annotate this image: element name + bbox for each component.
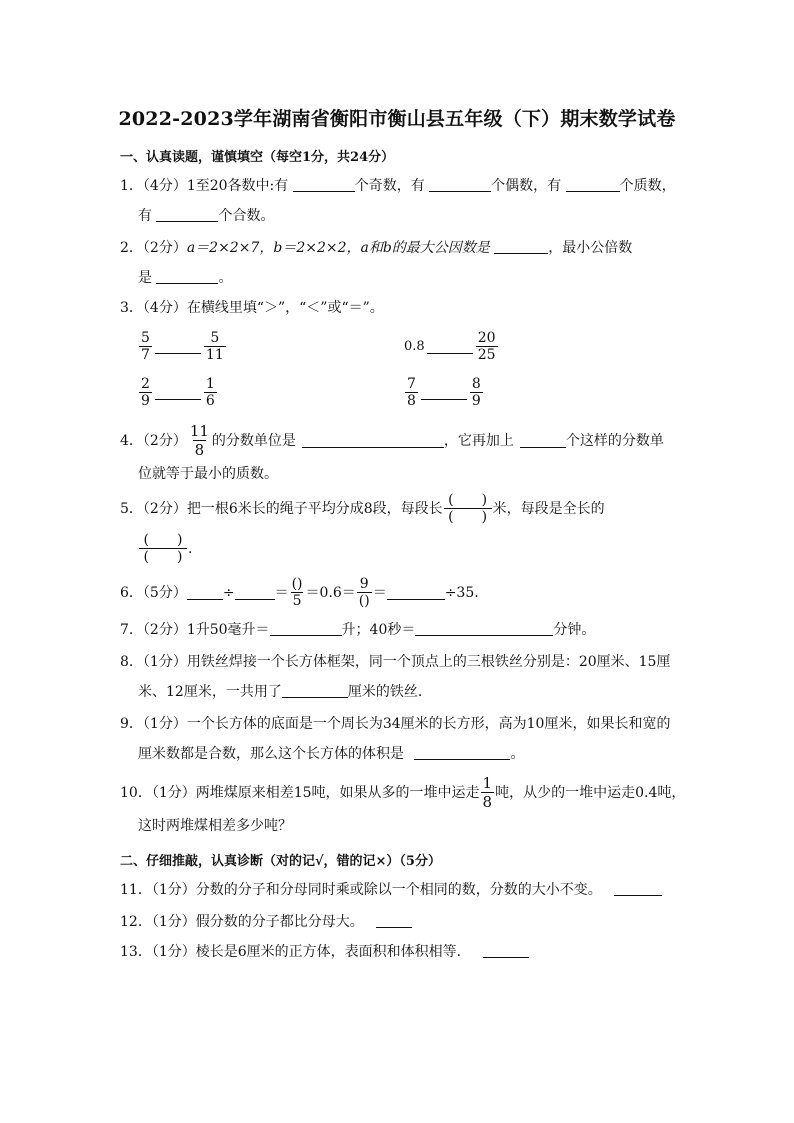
compare-item-3 (138, 376, 218, 409)
fraction: $\frac{5}{7}$ (141, 330, 150, 363)
fraction: $\frac{2}{9}$ (141, 376, 150, 409)
answer-blank[interactable] (235, 585, 275, 600)
question-3-text: 3．（4分）在横线里填“＞”，“＜”或“＝”。 (120, 300, 384, 316)
question-7: 7．（2分）1升50毫升＝ 升；40秒＝ 分钟。 (120, 622, 596, 638)
section-2-heading: 二、仔细推敲，认真诊断（对的记√，错的记×）（5分） (120, 854, 441, 869)
question-4-line-1: 4．（2分） $\frac{11}{8}$ 的分数单位是 ，它再加上 个这样的分数单 (120, 422, 664, 459)
question-1-line-1: 1．（4分）1至20各数中:有 个奇数，有 个偶数，有 个质数， (120, 178, 676, 194)
answer-blank[interactable] (429, 177, 491, 192)
question-5-line-2: $\frac{( )}{( )}$ . (138, 532, 192, 565)
answer-blank[interactable] (483, 943, 529, 958)
fraction-blank[interactable]: $\frac{9}{()}$ (358, 576, 370, 609)
answer-blank[interactable] (494, 239, 548, 254)
question-9-line-1: 9．（1分）一个长方体的底面是一个周长为34厘米的长方形，高为10厘米，如果长和宽的 (120, 716, 671, 732)
question-4-line-2: 位就等于最小的质数。 (138, 466, 278, 482)
answer-blank[interactable] (156, 207, 218, 222)
fraction: $\frac{8}{9}$ (471, 376, 481, 409)
section-1-heading: 一、认真读题，谨慎填空（每空1分，共24分） (120, 150, 395, 165)
answer-blank[interactable] (427, 339, 473, 354)
question-9-line-2: 厘米数都是合数，那么这个长方体的体积是 。 (138, 746, 525, 762)
fraction-blank[interactable]: $\frac{()}{5}$ (291, 576, 303, 609)
answer-blank[interactable] (421, 385, 467, 400)
compare-item-2: 0.8 $\frac{20}{25}$ (404, 330, 496, 363)
question-8-line-2: 米、12厘米，一共用了 厘米的铁丝． (138, 684, 432, 700)
question-1-line-2: 有 个合数。 (138, 208, 275, 224)
answer-blank[interactable] (414, 745, 510, 760)
answer-blank[interactable] (566, 177, 620, 192)
answer-blank[interactable] (293, 177, 355, 192)
fraction: $\frac{5}{11}$ (205, 330, 224, 363)
question-6: 6．（5分） ÷ ＝ $\frac{()}{5}$ ＝0.6＝ $\frac{9}{()}$ ＝ ÷35. (120, 576, 479, 609)
fraction: $\frac{20}{25}$ (477, 330, 496, 363)
page-title: 2022-2023学年湖南省衡阳市衡山县五年级（下）期末数学试卷 (118, 108, 676, 130)
fraction: $\frac{1}{8}$ (482, 774, 493, 811)
question-11: 11．（1分）分数的分子和分母同时乘或除以一个相同的数，分数的大小不变。 (120, 880, 662, 900)
answer-blank[interactable] (155, 339, 201, 354)
question-2-line-2: 是 。 (138, 270, 233, 286)
fraction: $\frac{1}{6}$ (205, 376, 215, 409)
fraction: $\frac{7}{8}$ (407, 376, 416, 409)
fraction-blank[interactable]: $\frac{( )}{( )}$ (444, 492, 492, 525)
fraction: $\frac{11}{8}$ (189, 422, 209, 459)
answer-blank[interactable] (387, 585, 445, 600)
question-10-line-1: 10．（1分）两堆煤原来相差15吨，如果从多的一堆中运走 $\frac{1}{8}$ 吨，从少的一堆中运走0.4吨， (120, 774, 686, 811)
fraction-blank[interactable]: $\frac{( )}{( )}$ (139, 532, 187, 565)
answer-blank[interactable] (156, 269, 218, 284)
answer-blank[interactable] (155, 385, 201, 400)
answer-blank[interactable] (302, 433, 444, 448)
question-12: 12．（1分）假分数的分子都比分母大。 (120, 912, 412, 932)
question-5-line-1: 5．（2分）把一根6米长的绳子平均分成8段，每段长 $\frac{( )}{( )}$ 米，每段是全长的 (120, 492, 605, 525)
compare-item-4 (404, 376, 484, 409)
compare-item-1 (138, 330, 227, 363)
answer-blank[interactable] (614, 881, 662, 896)
question-8-line-1: 8．（1分）用铁丝焊接一个长方体框架，同一个顶点上的三根铁丝分别是：20厘米、15厘 (120, 654, 671, 670)
answer-blank[interactable] (270, 621, 342, 636)
answer-blank[interactable] (376, 913, 412, 928)
question-2-line-1: 2．（2分）a＝2×2×7，b＝2×2×2，a和b的最大公因数是 ，最小公倍数 (120, 240, 633, 256)
answer-blank[interactable] (187, 585, 223, 600)
answer-blank[interactable] (282, 683, 348, 698)
answer-blank[interactable] (520, 433, 566, 448)
question-10-line-2: 这时两堆煤相差多少吨？ (138, 818, 292, 834)
question-13: 13．（1分）棱长是6厘米的正方体，表面积和体积相等． (120, 942, 529, 962)
answer-blank[interactable] (415, 621, 553, 636)
